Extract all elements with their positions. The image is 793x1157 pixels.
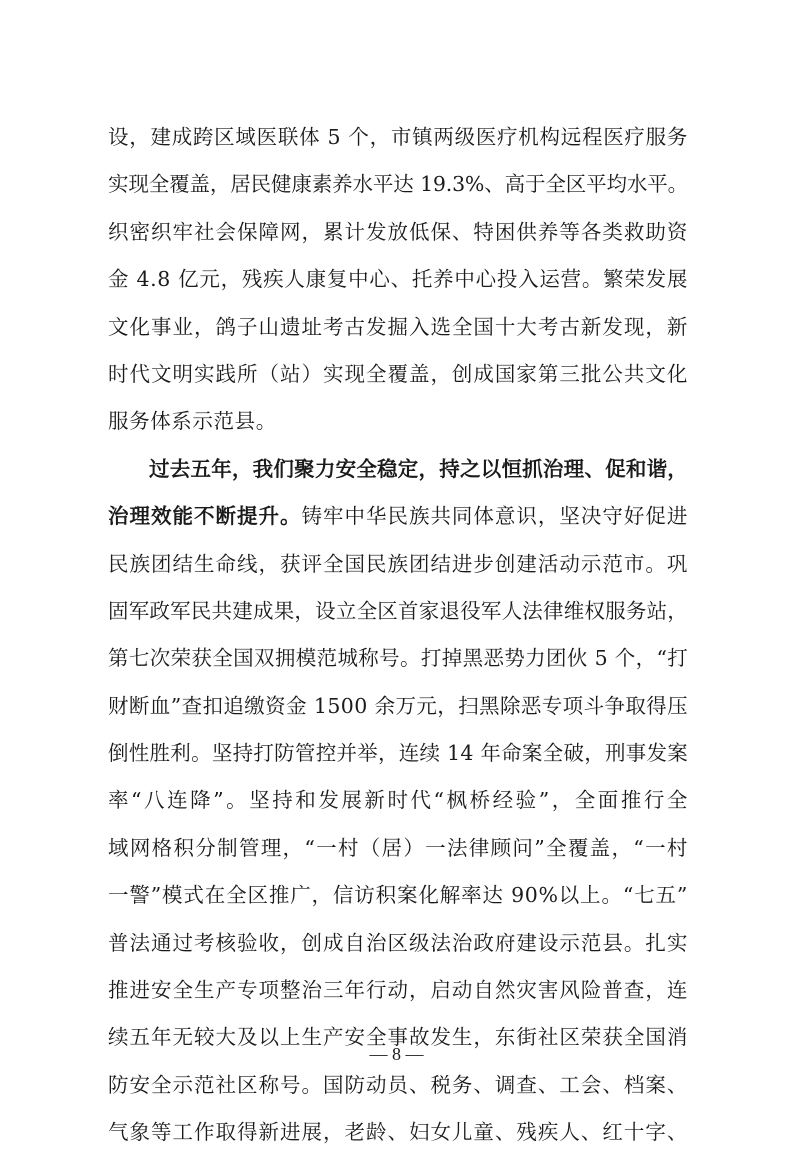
- paragraph-2-line: 第七次荣获全国双拥模范城称号。打掉黑恶势力团伙 5 个，“打: [108, 646, 688, 671]
- page-number: — 8 —: [369, 1044, 424, 1064]
- paragraph-2-heading-line: 过去五年，我们聚力安全稳定，持之以恒抓治理、促和谐，: [149, 456, 688, 481]
- paragraph-2-line: 固军政军民共建成果，设立全区首家退役军人法律维权服务站，: [108, 598, 688, 623]
- paragraph-2-line: 普法通过考核验收，创成自治区级法治政府建设示范县。扎实: [108, 930, 688, 955]
- paragraph-2-line: 倒性胜利。坚持打防管控并举，连续 14 年命案全破，刑事发案: [108, 741, 688, 766]
- paragraph-2-line-rest: 铸牢中华民族共同体意识，坚决守好促进: [301, 504, 688, 529]
- paragraph-2-line: 民族团结生命线，获评全国民族团结进步创建活动示范市。巩: [108, 551, 688, 576]
- paragraph-2-line: 气象等工作取得新进展，老龄、妇女儿童、残疾人、红十字、: [108, 1120, 688, 1145]
- paragraph-1-line: 文化事业，鸽子山遗址考古发掘入选全国十大考古新发现，新: [108, 314, 688, 339]
- body-text: [108, 114, 688, 1157]
- paragraph-2-line: [108, 493, 688, 540]
- paragraph-2-line: 率“八连降”。坚持和发展新时代“枫桥经验”，全面推行全: [108, 788, 688, 813]
- paragraph-2-line: 一警”模式在全区推广，信访积案化解率达 90%以上。“七五”: [108, 883, 688, 908]
- paragraph-2-line: 财断血”查扣追缴资金 1500 余万元，扫黑除恶专项斗争取得压: [108, 693, 689, 718]
- paragraph-2-line: 域网格积分制管理，“一村（居）一法律顾问”全覆盖，“一村: [108, 835, 688, 860]
- paragraph-1-line: 织密织牢社会保障网，累计发放低保、特困供养等各类救助资: [108, 219, 688, 244]
- paragraph-2-heading-end: 治理效能不断提升。: [108, 504, 302, 529]
- paragraph-1-line: 实现全覆盖，居民健康素养水平达 19.3%、高于全区平均水平。: [108, 172, 688, 197]
- paragraph-1-line: 金 4.8 亿元，残疾人康复中心、托养中心投入运营。繁荣发展: [108, 267, 688, 292]
- paragraph-1-line: 服务体系示范县。: [108, 409, 277, 434]
- paragraph-2-line: 推进安全生产专项整治三年行动，启动自然灾害风险普查，连: [108, 978, 688, 1003]
- paragraph-1-line: 时代文明实践所（站）实现全覆盖，创成国家第三批公共文化: [108, 361, 688, 386]
- paragraph-2-line: 续五年无较大及以上生产安全事故发生，东街社区荣获全国消: [108, 1025, 688, 1050]
- paragraph-1-line: 设，建成跨区域医联体 5 个，市镇两级医疗机构远程医疗服务: [108, 125, 688, 149]
- paragraph-2-line: 防安全示范社区称号。国防动员、税务、调查、工会、档案、: [108, 1072, 688, 1097]
